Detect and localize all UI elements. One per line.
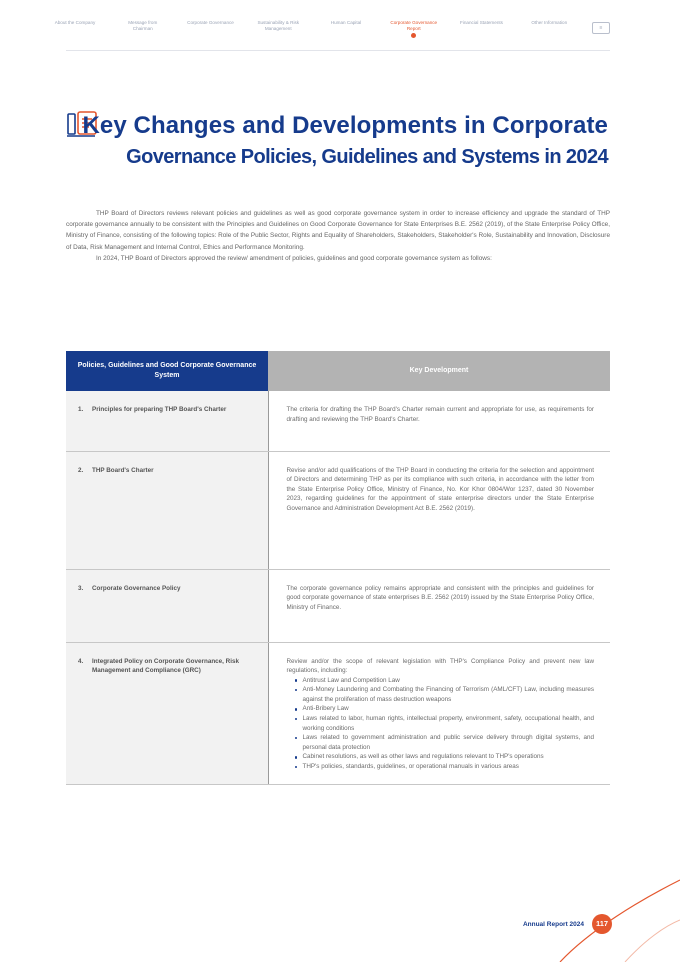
page-number: 117 (592, 914, 612, 934)
intro-text (66, 208, 610, 264)
development-cell: The corporate governance policy remains appropriate and consistent with the principles and guidelines for good corporate governance of state enterprises B.E. 2562 (2019) issued by the State Enterprise Policy Office, Ministry of Finance. (268, 569, 610, 642)
table-row (66, 451, 610, 569)
table-row (66, 569, 610, 642)
development-cell (268, 642, 610, 784)
table-header-policies: Policies, Guidelines and Good Corporate Governance System (66, 351, 268, 391)
table-row (66, 642, 610, 784)
row-number: 3. (78, 584, 84, 592)
policy-cell (66, 642, 268, 784)
nav-item-governance-report[interactable] (389, 20, 439, 38)
policy-name: THP Board's Charter (92, 466, 154, 474)
nav-item-governance[interactable]: Corporate Governance (187, 20, 234, 25)
nav-item-message[interactable]: Message from Chairman (128, 20, 158, 31)
page-title-line-2: Governance Policies, Guidelines and Systems in 2024 (126, 146, 608, 168)
nav-item-about[interactable]: About the Company (54, 20, 96, 25)
nav-item-label: Corporate Governance Report (390, 20, 438, 31)
row-number: 1. (78, 406, 84, 413)
policy-cell (66, 451, 268, 569)
policy-cell (66, 391, 268, 451)
list-item: Antitrust Law and Competition Law (295, 676, 595, 686)
policy-table (66, 351, 610, 785)
decorative-curve-icon (530, 860, 680, 962)
nav-divider (66, 50, 610, 51)
intro-paragraph-2: In 2024, THP Board of Directors approved the review/ amendment of policies, guidelines and good corporate governance system as follows: (96, 254, 492, 262)
policy-name: Principles for preparing THP Board's Charter (92, 406, 227, 413)
development-cell: The criteria for drafting the THP Board's Charter remain current and appropriate for use, as requirements for drafting and reviewing the THP Board's Charter. (268, 391, 610, 451)
menu-icon[interactable]: ≡ (592, 22, 610, 34)
top-nav (50, 20, 610, 50)
page-title-line-1: Key Changes and Developments in Corporate (82, 112, 608, 139)
row-number: 4. (78, 657, 84, 665)
list-item: Cabinet resolutions, as well as other laws and regulations relevant to THP's operations (295, 752, 595, 762)
nav-item-financial[interactable]: Financial Statements (460, 20, 503, 25)
table-header-row (66, 351, 610, 391)
nav-item-human-capital[interactable]: Human Capital (330, 20, 362, 25)
policy-cell (66, 569, 268, 642)
table-row (66, 391, 610, 451)
development-cell: Revise and/or add qualifications of the THP Board in conducting the criteria for the selection and appointment of Directors and determining THP as per its compliance with such criteria, in accordance with the letter from the State Enterprise Policy Office, Ministry of Finance, No. Kor Khor 0804/Wor 1237, dated 30 November 2023, regarding guidelines for the appointment of state enterprise directors under the State Enterprise Governance and Administration Development Act B.E. 2562 (2019). (268, 451, 610, 569)
active-indicator-icon (411, 33, 416, 38)
footer-report-label: Annual Report 2024 (522, 921, 584, 928)
list-item: Laws related to government administration and public service delivery through digital systems, and personal data protection (295, 733, 595, 752)
bullet-list (287, 676, 595, 772)
list-item: Anti-Money Laundering and Combating the Financing of Terrorism (AML/CFT) Law, including measures against the proliferation of mass destruction weapons (295, 685, 595, 704)
nav-item-sustainability[interactable]: Sustainability & Risk Management (257, 20, 300, 31)
intro-paragraph-1: THP Board of Directors reviews relevant policies and guidelines as well as good corporate governance system in order to increase efficiency and upgrade the standard of THP corporate governance annually to be consistent with the Principles and Guidelines on Good Corporate Governance for State Enterprises B.E. 2562 (2019), of the State Enterprise Policy Office, Ministry of Finance, consisting of the following topics: Role of the Public Sector, Rights and Equality of Shareholders, Stakeholders, Stakeholder's Role, Sustainability and Innovation, Disclosure of Data, Risk Management and Internal Control, Ethics and Performance Monitoring. (66, 210, 610, 251)
list-item: THP's policies, standards, guidelines, or operational manuals in various areas (295, 762, 595, 772)
row-number: 2. (78, 466, 84, 474)
list-item: Anti-Bribery Law (295, 704, 595, 714)
policy-name: Integrated Policy on Corporate Governance, Risk Management and Compliance (GRC) (92, 657, 239, 675)
policy-name: Corporate Governance Policy (92, 584, 181, 592)
list-item: Laws related to labor, human rights, intellectual property, environment, safety, occupational health, and working conditions (295, 714, 595, 733)
nav-item-other[interactable]: Other Information (531, 20, 568, 25)
development-intro: Review and/or the scope of relevant legislation with THP's Compliance Policy and prevent new law regulations, including: (286, 657, 594, 675)
table-header-development: Key Development (268, 351, 610, 391)
